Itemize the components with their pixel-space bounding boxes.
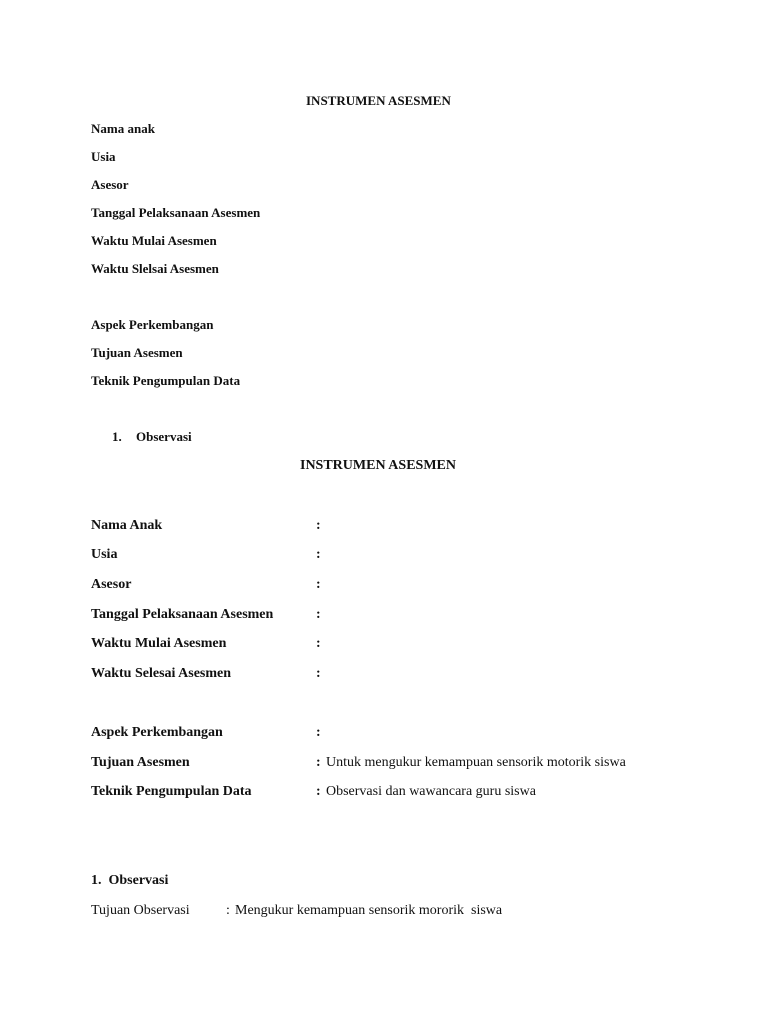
row-colon: : <box>316 784 321 799</box>
row-colon: : <box>316 755 321 770</box>
list-number: 1. <box>112 429 122 444</box>
field-label: Aspek Perkembangan <box>91 317 214 332</box>
row-label: Teknik Pengumpulan Data <box>91 784 252 799</box>
row-colon: : <box>316 607 321 622</box>
field-label: Waktu Slelsai Asesmen <box>91 261 219 276</box>
form-title: INSTRUMEN ASESMEN <box>300 458 456 473</box>
row-colon: : <box>316 725 321 740</box>
field-label: Asesor <box>91 177 129 192</box>
row-label: Tanggal Pelaksanaan Asesmen <box>91 607 274 622</box>
observasi-value: Mengukur kemampuan sensorik mororik siswa <box>235 903 503 918</box>
row-label: Aspek Perkembangan <box>91 725 223 740</box>
row-colon: : <box>316 636 321 651</box>
row-label: Asesor <box>91 577 132 592</box>
row-label: Waktu Selesai Asesmen <box>91 666 232 681</box>
row-value: Untuk mengukur kemampuan sensorik motorik siswa <box>326 755 626 770</box>
list-label: Observasi <box>136 429 192 444</box>
field-label: Waktu Mulai Asesmen <box>91 233 217 248</box>
row-colon: : <box>316 666 321 681</box>
row-value: Observasi dan wawancara guru siswa <box>326 784 536 799</box>
row-colon: : <box>316 518 321 533</box>
section-heading: 1. Observasi <box>91 873 169 888</box>
row-label: Nama Anak <box>91 518 163 533</box>
row-colon: : <box>316 577 321 592</box>
field-label: Usia <box>91 149 116 164</box>
row-label: Tujuan Asesmen <box>91 755 190 770</box>
row-label: Waktu Mulai Asesmen <box>91 636 227 651</box>
observasi-label: Tujuan Observasi <box>91 903 190 918</box>
row-label: Usia <box>91 547 118 562</box>
document-title: INSTRUMEN ASESMEN <box>306 93 451 108</box>
observasi-colon: : <box>226 903 230 918</box>
field-label: Tanggal Pelaksanaan Asesmen <box>91 205 261 220</box>
row-colon: : <box>316 547 321 562</box>
field-label: Teknik Pengumpulan Data <box>91 373 241 388</box>
field-label: Nama anak <box>91 121 155 136</box>
field-label: Tujuan Asesmen <box>91 345 183 360</box>
